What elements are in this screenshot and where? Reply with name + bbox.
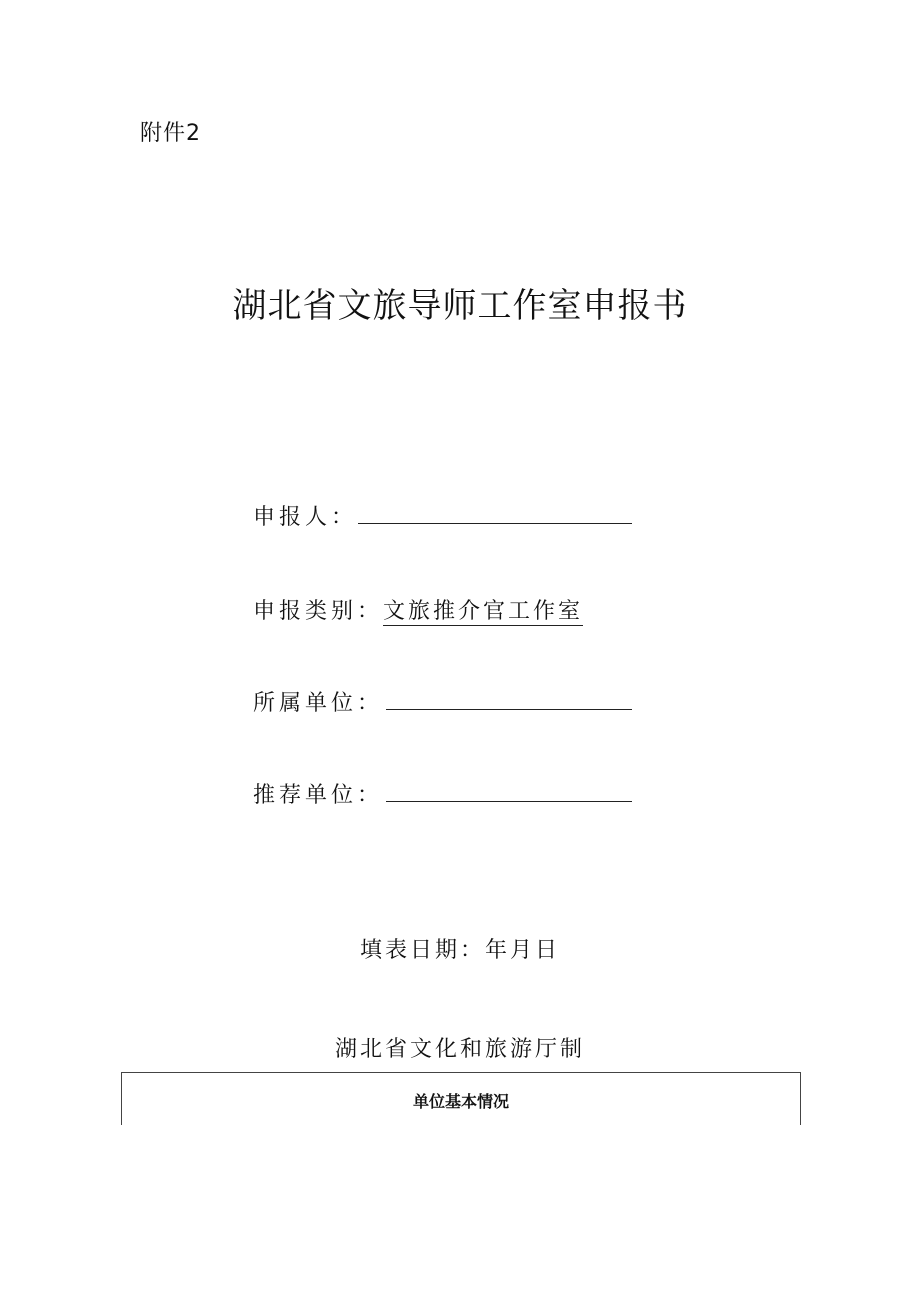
applicant-label: 申报人： [253, 505, 358, 530]
affiliation-blank-line [386, 709, 632, 710]
category-label: 申报类别： [253, 599, 384, 624]
issuer: 湖北省文化和旅游厅制 [334, 1037, 585, 1062]
category-field [253, 594, 583, 625]
recommender-blank-line [386, 801, 632, 802]
document-title: 湖北省文旅导师工作室申报书 [232, 286, 688, 326]
category-value: 文旅推介官工作室 [383, 599, 584, 624]
fill-date: 填表日期：年月日 [359, 938, 560, 963]
attachment-label: 附件2 [140, 121, 201, 146]
applicant-blank-line [358, 523, 632, 524]
affiliation-field [253, 686, 383, 717]
recommender-field [253, 778, 383, 809]
table-header: 单位基本情况 [412, 1092, 509, 1111]
recommender-label: 推荐单位： [253, 783, 384, 808]
applicant-field [253, 500, 357, 531]
affiliation-label: 所属单位： [253, 691, 384, 716]
unit-info-table [121, 1072, 801, 1125]
